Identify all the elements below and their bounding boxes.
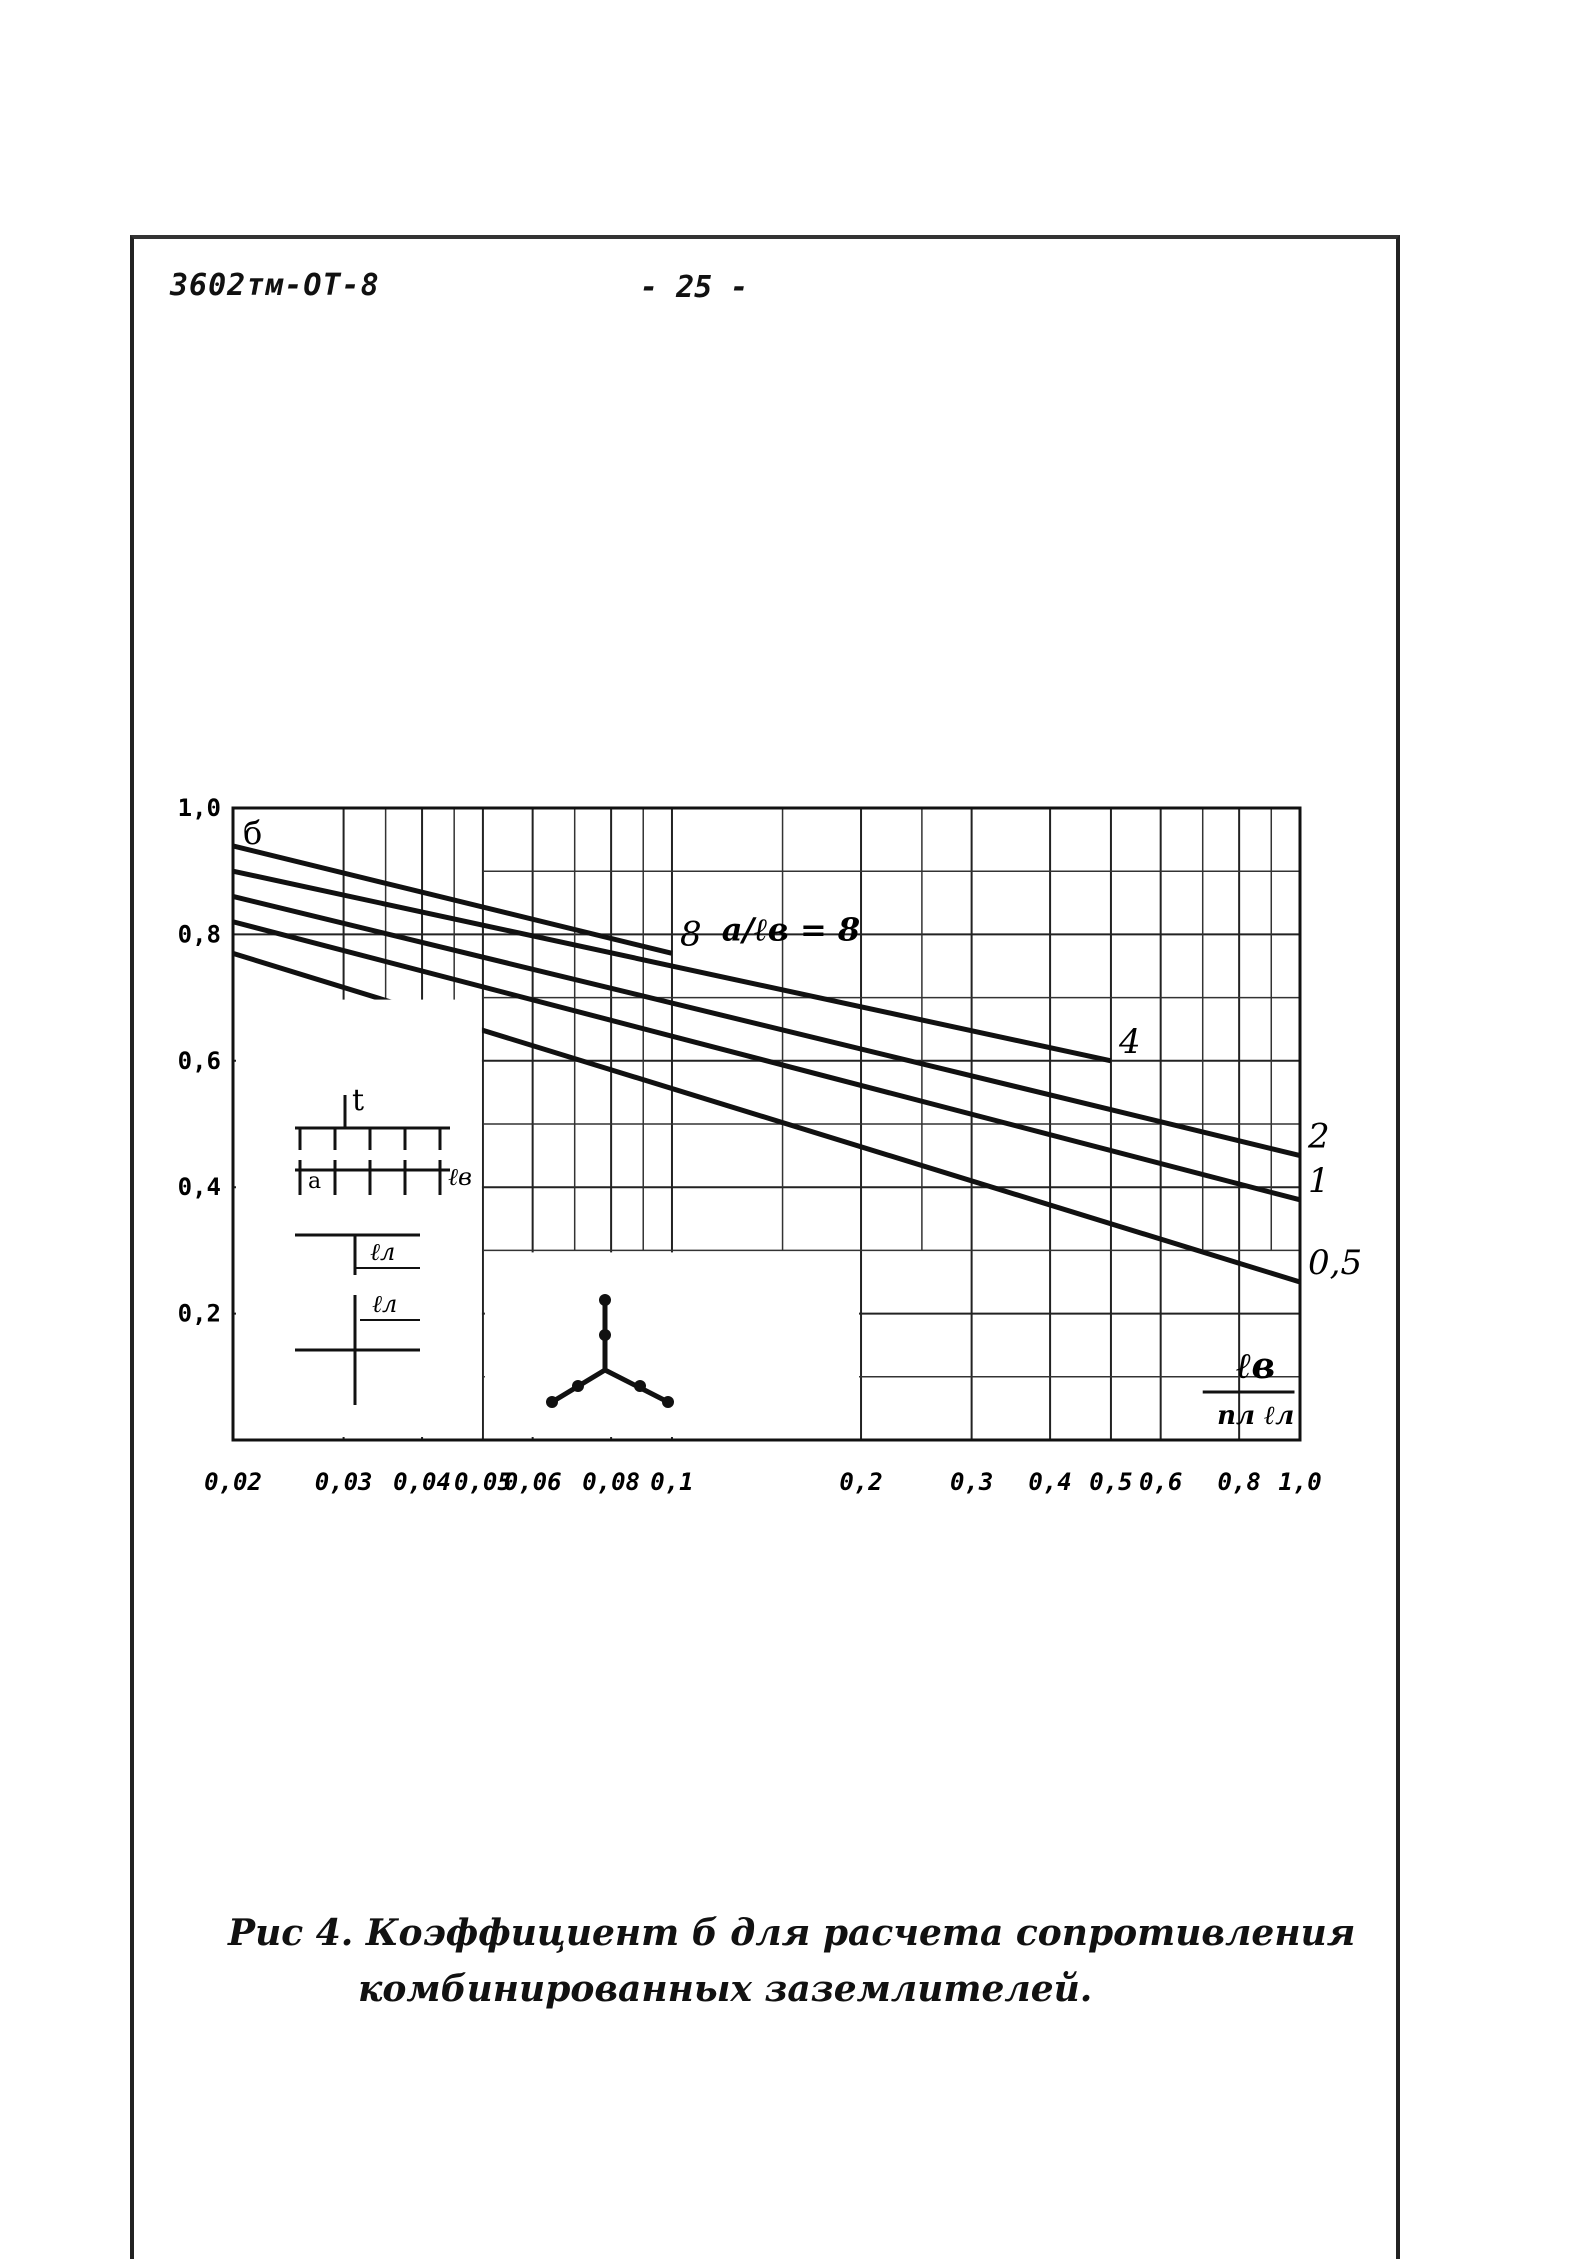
- sketch-star-node: [599, 1294, 611, 1306]
- page-number: - 25 -: [640, 270, 749, 305]
- sketch-label-t: t: [352, 1083, 365, 1118]
- x-tick-label: 0,04: [393, 1468, 451, 1496]
- x-tick-label: 0,06: [503, 1468, 562, 1496]
- sketch-star-node: [546, 1396, 558, 1408]
- y-axis-label: б: [243, 814, 263, 852]
- series-label-0-5: 0,5: [1308, 1243, 1363, 1283]
- x-tick-label: 0,1: [650, 1468, 694, 1496]
- y-tick-label: 0,6: [177, 1046, 221, 1075]
- caption-line-1: Рис 4. Коэффициент б для расчета сопротивления: [228, 1912, 1356, 1954]
- y-tick-label: 1,0: [177, 794, 221, 822]
- x-tick-label: 0,03: [314, 1468, 373, 1496]
- sketch-label-ll-1: ℓл: [370, 1238, 396, 1266]
- x-axis-label-denominator: nл ℓл: [1217, 1401, 1295, 1431]
- legend-title: а/ℓв = 8: [721, 910, 861, 949]
- x-tick-label: 1,0: [1278, 1468, 1322, 1496]
- series-label-2: 2: [1308, 1116, 1330, 1157]
- sketch-star-node: [572, 1380, 584, 1392]
- figure-caption: [228, 1905, 1378, 2017]
- x-tick-label: 0,6: [1138, 1468, 1183, 1496]
- y-tick-label: 0,2: [177, 1299, 221, 1328]
- series-label-4: 4: [1118, 1021, 1141, 1062]
- x-tick-label: 0,2: [839, 1468, 883, 1496]
- x-tick-label: 0,05: [454, 1468, 512, 1496]
- sketch-background: [236, 1000, 482, 1437]
- series-label-1: 1: [1308, 1160, 1330, 1201]
- sketch-star-node: [662, 1396, 674, 1408]
- x-tick-label: 0,5: [1089, 1468, 1133, 1496]
- x-tick-label: 0,08: [582, 1468, 641, 1496]
- y-tick-label: 0,8: [177, 920, 221, 949]
- sketch-background: [485, 1252, 859, 1437]
- x-tick-label: 0,3: [949, 1468, 994, 1496]
- sketch-label-ll-2: ℓл: [372, 1290, 398, 1318]
- sketch-star-node: [634, 1380, 646, 1392]
- x-tick-label: 0,4: [1028, 1468, 1072, 1496]
- x-axis-label-numerator: ℓв: [1236, 1345, 1276, 1387]
- document-code: 3602тм-ОТ-8: [170, 268, 380, 303]
- x-tick-label: 0,8: [1217, 1468, 1261, 1496]
- series-label-8: 8: [679, 914, 702, 955]
- grounding-sketch: [236, 1000, 859, 1437]
- y-tick-label: 0,4: [177, 1173, 221, 1202]
- caption-line-2: комбинированных заземлителей.: [358, 1968, 1093, 2010]
- sketch-label-lv: ℓв: [448, 1163, 472, 1191]
- sketch-star-node: [599, 1329, 611, 1341]
- x-tick-label: 0,02: [204, 1468, 262, 1496]
- sketch-label-a: а: [308, 1169, 322, 1194]
